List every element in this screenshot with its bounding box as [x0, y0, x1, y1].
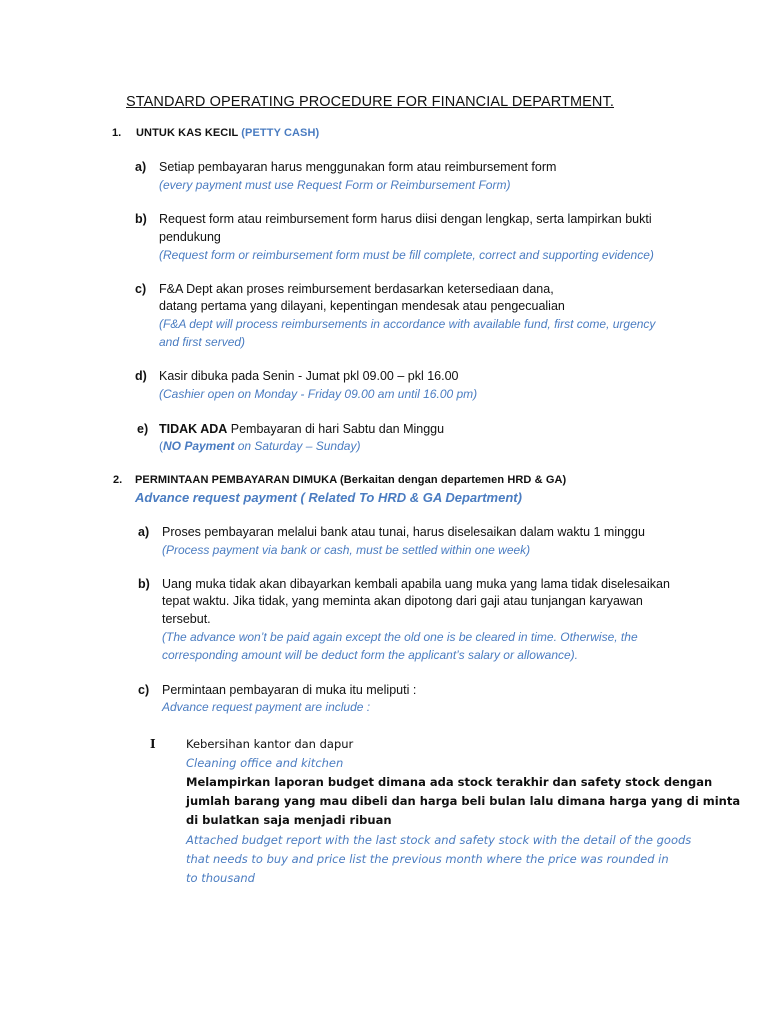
item-1e-tr-open: (: [159, 439, 163, 453]
item-2c-text: Permintaan pembayaran di muka itu meliputi :: [162, 683, 417, 697]
section-2-heading-paren: (Berkaitan dengan departemen HRD & GA): [336, 474, 567, 486]
item-1c-label: c): [135, 282, 147, 296]
item-2b-translation-line-2: corresponding amount will be deduct form the applicant’s salary or allowance).: [162, 648, 578, 662]
item-1b-translation: (Request form or reimbursement form must be fill complete, correct and supporting evidence): [159, 248, 654, 262]
item-1b-text-line-1: Request form atau reimbursement form harus diisi dengan lengkap, serta lampirkan bukti: [159, 212, 652, 226]
item-1e-tr-rest: on Saturday – Sunday): [234, 439, 361, 453]
section-2-heading-id: PERMINTAAN PEMBAYARAN DIMUKA: [135, 474, 337, 486]
item-1e-text: [159, 422, 444, 436]
item-1e-rest: Pembayaran di hari Sabtu dan Minggu: [227, 422, 445, 436]
subitem-bold-line-3: di bulatkan saja menjadi ribuan: [186, 813, 392, 827]
item-1c-text-line-1: F&A Dept akan proses reimbursement berdasarkan ketersediaan dana,: [159, 282, 554, 296]
item-2a-translation: (Process payment via bank or cash, must be settled within one week): [162, 543, 531, 557]
section-2-number: 2.: [113, 474, 123, 486]
subitem-en-line-2: that needs to buy and price list the previous month where the price was rounded in: [186, 852, 669, 866]
item-1c-translation-line-1: (F&A dept will process reimbursements in accordance with available fund, first come, urgency: [159, 317, 656, 331]
item-1a-label: a): [135, 160, 147, 174]
item-2b-label: b): [138, 577, 150, 591]
item-2c-translation: Advance request payment are include :: [162, 700, 371, 714]
item-1c-text-line-2: datang pertama yang dilayani, kepentingan mendesak atau pengecualian: [159, 299, 565, 313]
item-1c-translation-line-2: and first served): [159, 335, 246, 349]
item-1d-label: d): [135, 369, 147, 383]
item-2b-text-line-1: Uang muka tidak akan dibayarkan kembali apabila uang muka yang lama tidak diselesaikan: [162, 577, 670, 591]
section-1-number: 1.: [112, 127, 122, 139]
item-2c-label: c): [138, 683, 150, 697]
section-1-heading-id: UNTUK KAS KECIL: [136, 127, 239, 139]
item-1d-text: Kasir dibuka pada Senin - Jumat pkl 09.00 – pkl 16.00: [159, 369, 459, 383]
subitem-heading-en: Cleaning office and kitchen: [186, 756, 344, 770]
item-1e-tr-bold: NO Payment: [163, 439, 235, 453]
subitem-en-line-1: Attached budget report with the last stock and safety stock with the detail of the goods: [186, 833, 692, 847]
section-1-heading-en: (PETTY CASH): [241, 127, 320, 139]
subitem-bold-line-1: Melampirkan laporan budget dimana ada stock terakhir dan safety stock dengan: [186, 775, 713, 789]
subitem-roman-numeral: I: [150, 737, 156, 751]
item-1d-translation: (Cashier open on Monday - Friday 09.00 am until 16.00 pm): [159, 387, 478, 401]
item-1b-label: b): [135, 212, 147, 226]
item-1e-bold-lead: TIDAK ADA: [159, 422, 228, 436]
item-2b-text-line-2: tepat waktu. Jika tidak, yang meminta akan dipotong dari gaji atau tunjangan karyawan: [162, 594, 643, 608]
section-1-heading: [136, 127, 319, 139]
item-1b-text-line-2: pendukung: [159, 230, 221, 244]
item-2a-label: a): [138, 525, 150, 539]
item-1a-translation: (every payment must use Request Form or Reimbursement Form): [159, 178, 511, 192]
item-1e-label: e): [137, 422, 149, 436]
subitem-heading: Kebersihan kantor dan dapur: [186, 737, 354, 751]
item-2b-text-line-3: tersebut.: [162, 612, 211, 626]
subitem-bold-line-2: jumlah barang yang mau dibeli dan harga beli bulan lalu dimana harga yang di minta: [186, 794, 741, 808]
item-1e-translation: [159, 439, 360, 453]
page-title: STANDARD OPERATING PROCEDURE FOR FINANCIAL DEPARTMENT.: [126, 94, 614, 110]
section-2-heading-en: Advance request payment ( Related To HRD & GA Department): [135, 490, 522, 505]
section-2-heading: [135, 474, 566, 486]
item-2a-text: Proses pembayaran melalui bank atau tunai, harus diselesaikan dalam waktu 1 minggu: [162, 525, 645, 539]
item-2b-translation-line-1: (The advance won’t be paid again except the old one is be cleared in time. Otherwise, the: [162, 630, 638, 644]
item-1a-text: Setiap pembayaran harus menggunakan form atau reimbursement form: [159, 160, 557, 174]
subitem-en-line-3: to thousand: [186, 871, 255, 885]
